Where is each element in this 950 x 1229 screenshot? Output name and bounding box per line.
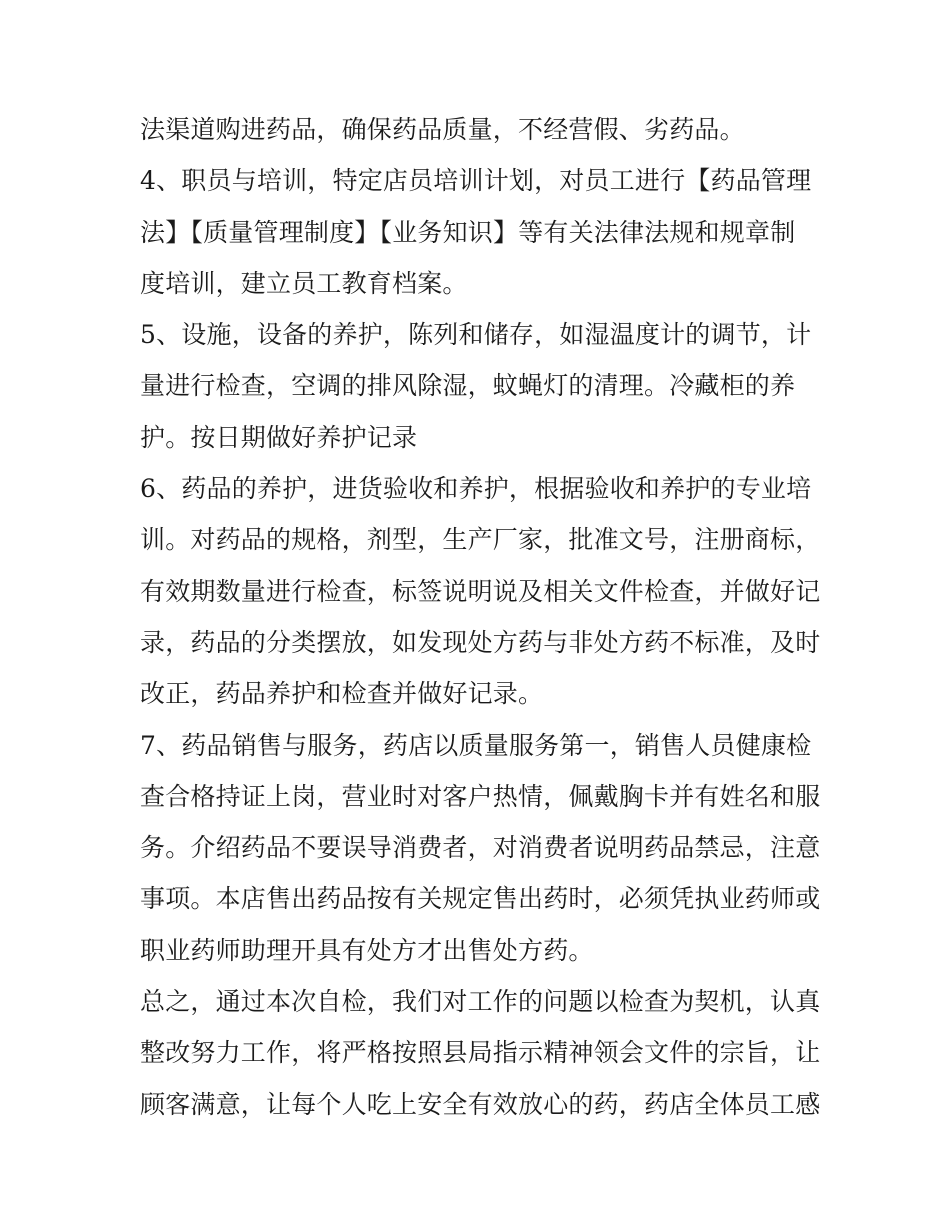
text-line: 量进行检查，空调的排风除湿，蚊蝇灯的清理。冷藏柜的养 [140, 371, 796, 401]
text-line: 查合格持证上岗，营业时对客户热情，佩戴胸卡并有姓名和服 [140, 781, 821, 811]
text-line: 6、药品的养护，进货验收和养护，根据验收和养护的专业培 [140, 474, 812, 504]
text-line: 务。介绍药品不要误导消费者，对消费者说明药品禁忌，注意 [140, 833, 821, 863]
text-line: 职业药师助理开具有处方才出售处方药。 [140, 935, 594, 965]
text-line: 总之，通过本次自检，我们对工作的问题以检查为契机，认真 [140, 987, 821, 1017]
text-line: 事项。本店售出药品按有关规定售出药时，必须凭执业药师或 [140, 884, 821, 914]
text-line: 7、药品销售与服务，药店以质量服务第一，销售人员健康检 [140, 730, 812, 760]
text-line: 顾客满意，让每个人吃上安全有效放心的药，药店全体员工感 [140, 1089, 821, 1119]
text-line: 5、设施，设备的养护，陈列和储存，如湿温度计的调节，计 [140, 320, 812, 350]
text-line: 录，药品的分类摆放，如发现处方药与非处方药不标准，及时 [140, 627, 821, 657]
body-text [140, 104, 830, 1130]
text-line: 法渠道购进药品，确保药品质量，不经营假、劣药品。 [140, 115, 745, 144]
text-line: 4、职员与培训，特定店员培训计划，对员工进行【药品管理 [140, 166, 812, 196]
text-line: 有效期数量进行检查，标签说明说及相关文件检查，并做好记 [140, 576, 821, 606]
text-line: 法】【质量管理制度】【业务知识】等有关法律法规和规章制 [140, 217, 796, 247]
text-line: 训。对药品的规格，剂型，生产厂家，批准文号，注册商标， [140, 525, 821, 555]
text-line: 度培训，建立员工教育档案。 [140, 268, 468, 298]
text-line: 整改努力工作，将严格按照县局指示精神领会文件的宗旨，让 [140, 1038, 821, 1068]
text-line: 护。按日期做好养护记录 [140, 422, 418, 452]
text-line: 改正，药品养护和检查并做好记录。 [140, 679, 544, 709]
